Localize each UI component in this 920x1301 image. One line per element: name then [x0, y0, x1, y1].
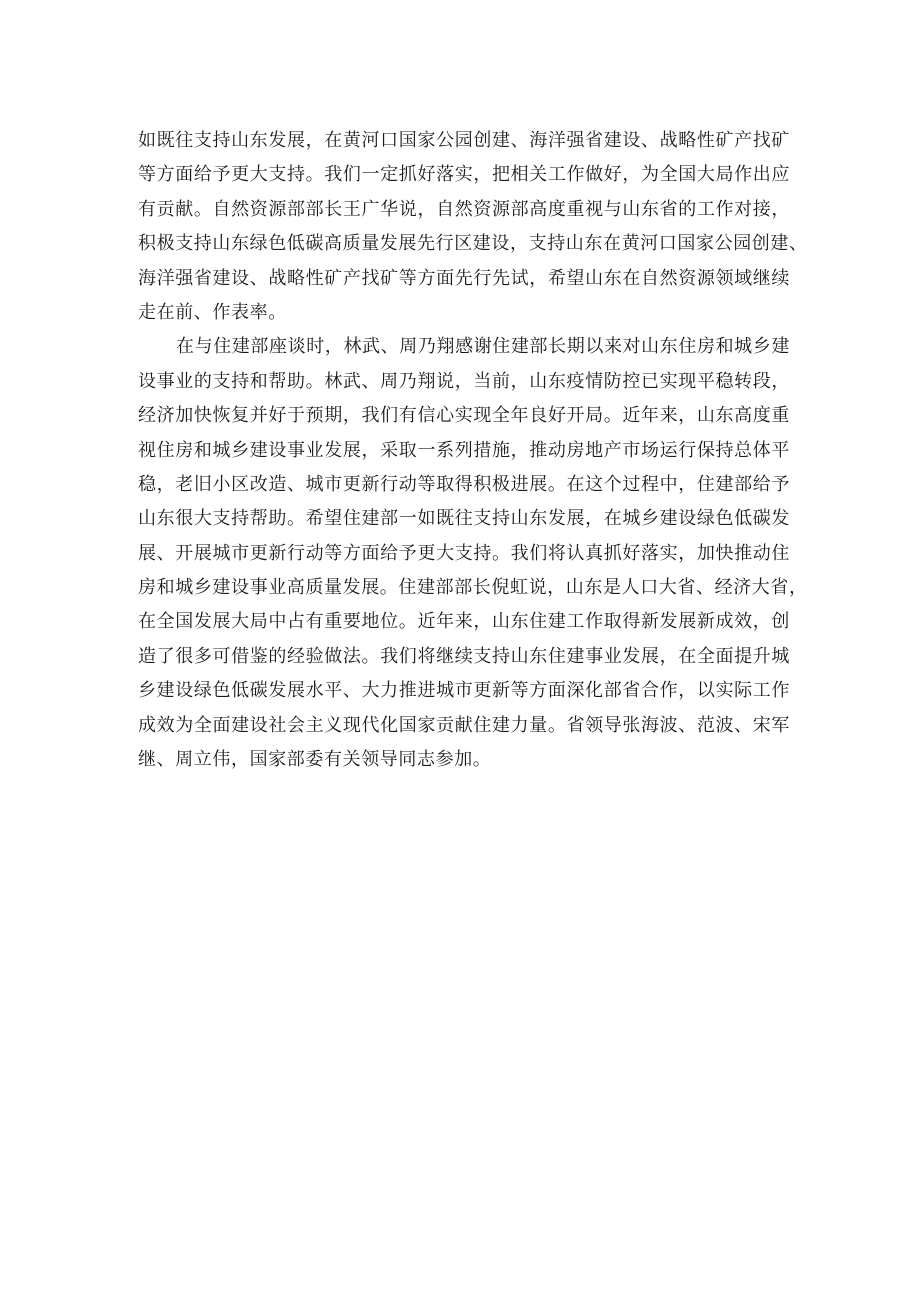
paragraph-line: 如既往支持山东发展，在黄河口国家公园创建、海洋强省建设、战略性矿产找矿 [138, 130, 790, 151]
paragraph-line: 积极支持山东绿色低碳高质量发展先行区建设，支持山东在黄河口国家公园创建、 [138, 233, 808, 255]
paragraph-line: 乡建设绿色低碳发展水平、大力推进城市更新等方面深化部省合作，以实际工作 [138, 680, 790, 702]
paragraph-line: 造了很多可借鉴的经验做法。我们将继续支持山东住建事业发展，在全面提升城 [138, 645, 790, 667]
paragraph-line: 走在前、作表率。 [138, 301, 287, 323]
paragraph-line: 海洋强省建设、战略性矿产找矿等方面先行先试，希望山东在自然资源领域继续 [138, 267, 790, 289]
paragraph-line: 继、周立伟，国家部委有关领导同志参加。 [138, 749, 492, 771]
paragraph-line: 有贡献。自然资源部部长王广华说，自然资源部高度重视与山东省的工作对接， [138, 198, 790, 220]
paragraph-line: 在全国发展大局中占有重要地位。近年来，山东住建工作取得新发展新成效，创 [138, 611, 790, 633]
paragraph-line: 在与住建部座谈时，林武、周乃翔感谢住建部长期以来对山东住房和城乡建 [176, 336, 790, 358]
paragraph-line: 稳，老旧小区改造、城市更新行动等取得积极进展。在这个过程中，住建部给予 [138, 473, 790, 495]
paragraph-line: 视住房和城乡建设事业发展，采取一系列措施，推动房地产市场运行保持总体平 [138, 439, 790, 461]
paragraph-line: 等方面给予更大支持。我们一定抓好落实，把相关工作做好，为全国大局作出应 [138, 164, 790, 186]
paragraph-2 [138, 330, 808, 777]
paragraph-line: 设事业的支持和帮助。林武、周乃翔说，当前，山东疫情防控已实现平稳转段， [138, 370, 790, 392]
paragraph-line: 山东很大支持帮助。希望住建部一如既往支持山东发展，在城乡建设绿色低碳发 [138, 508, 790, 530]
paragraph-line: 房和城乡建设事业高质量发展。住建部部长倪虹说，山东是人口大省、经济大省， [138, 577, 808, 599]
paragraph-line: 经济加快恢复并好于预期，我们有信心实现全年良好开局。近年来，山东高度重 [138, 405, 790, 427]
body-text [138, 124, 808, 777]
paragraph-line: 成效为全面建设社会主义现代化国家贡献住建力量。省领导张海波、范波、宋军 [138, 714, 790, 736]
paragraph-1 [138, 124, 808, 330]
paragraph-line: 展、开展城市更新行动等方面给予更大支持。我们将认真抓好落实，加快推动住 [138, 542, 790, 564]
